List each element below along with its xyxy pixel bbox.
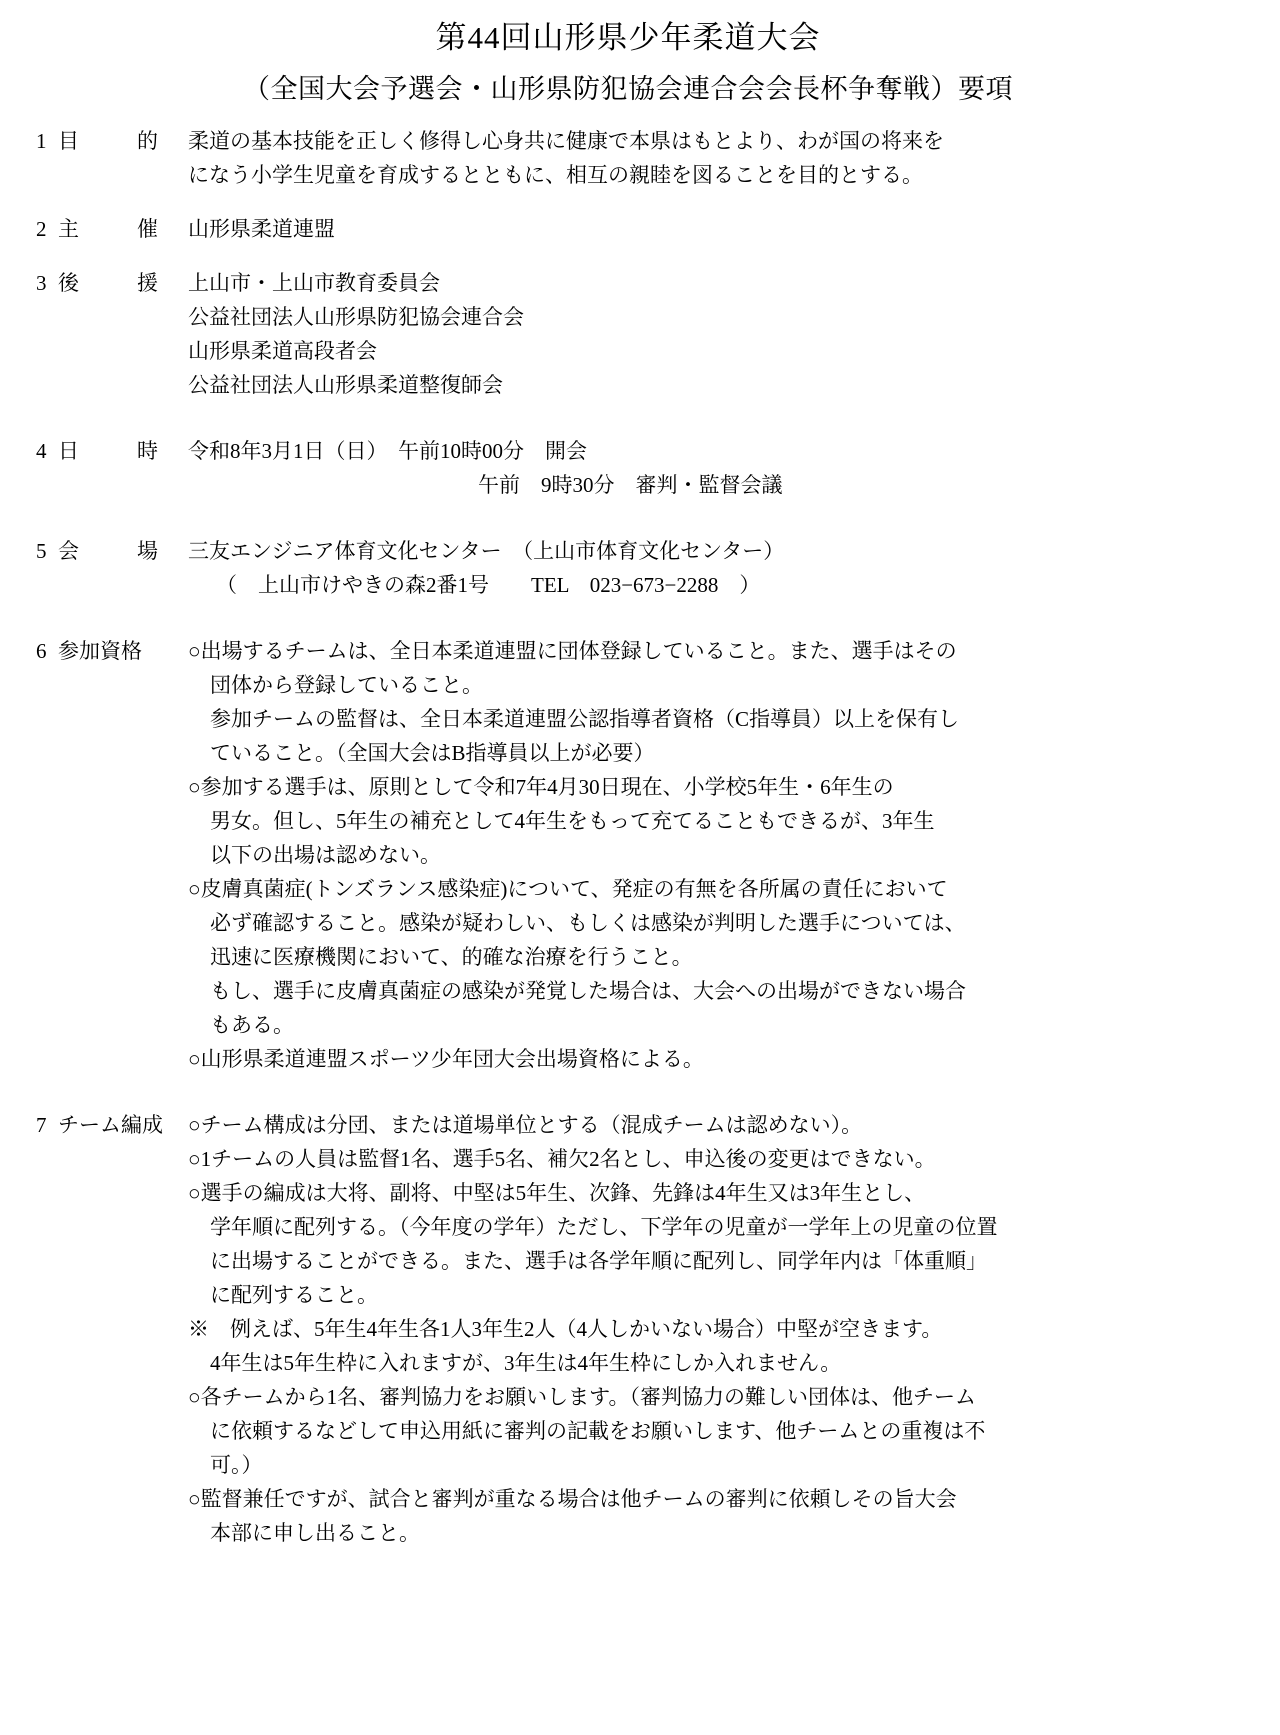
body-line: 令和8年3月1日（日） 午前10時00分 開会 — [188, 439, 587, 463]
section-body — [188, 212, 1220, 246]
body-line: ○選手の編成は大将、副将、中堅は5年生、次鋒、先鋒は4年生又は3年生とし、 — [188, 1181, 926, 1205]
body-line: ○監督兼任ですが、試合と審判が重なる場合は他チームの審判に依頼しその旨大会 — [188, 1487, 957, 1511]
section-label: 参加資格 — [58, 639, 142, 663]
body-line: 可。） — [210, 1453, 263, 1477]
section-label-part-a: 後 — [58, 271, 79, 295]
bullet-item — [188, 1482, 1220, 1550]
body-line: ○山形県柔道連盟スポーツ少年団大会出場資格による。 — [188, 1047, 704, 1071]
body-line: ○チーム構成は分団、または道場単位とする（混成チームは認めない）。 — [188, 1113, 863, 1137]
bullet-item — [188, 634, 1220, 770]
body-line: 団体から登録していること。 — [210, 673, 483, 697]
section-label — [58, 534, 188, 568]
section-label-part-b: 催 — [137, 217, 158, 241]
body-line: 4年生は5年生枠に入れますが、3年生は4年生枠にしか入れません。 — [210, 1351, 842, 1375]
section-number: 6 — [36, 639, 47, 663]
section-number: 4 — [36, 439, 47, 463]
section-label-part-a: 日 — [58, 439, 79, 463]
bullet-item — [188, 872, 1220, 1042]
body-line: 上山市・上山市教育委員会 — [188, 271, 440, 295]
body-line: 学年順に配列する。（今年度の学年）ただし、下学年の児童が一学年上の児童の位置 — [210, 1215, 998, 1239]
bullet-item — [188, 1108, 1220, 1142]
body-line: 山形県柔道高段者会 — [188, 339, 377, 363]
body-line: もし、選手に皮膚真菌症の感染が発覚した場合は、大会への出場ができない場合 — [210, 979, 966, 1003]
section-body — [188, 534, 1220, 602]
body-line: ていること。（全国大会はB指導員以上が必要） — [210, 741, 655, 765]
section-label-part-a: 目 — [58, 129, 79, 153]
section-label-part-b: 場 — [137, 539, 158, 563]
bullet-item — [188, 1042, 1220, 1076]
body-line: 公益社団法人山形県柔道整復師会 — [188, 373, 503, 397]
page-title: 第44回山形県少年柔道大会 — [435, 20, 821, 55]
body-line: 本部に申し出ること。 — [210, 1521, 420, 1545]
venue-address-line: （ 上山市けやきの森2番1号 TEL 023−673−2288 ） — [216, 573, 761, 597]
section-label — [58, 266, 188, 300]
bullet-item — [188, 770, 1220, 872]
section-body — [188, 1108, 1220, 1550]
section-label-part-b: 的 — [137, 129, 158, 153]
section-label-part-a: 会 — [58, 539, 79, 563]
section-label-part-b: 援 — [137, 271, 158, 295]
body-line: ○出場するチームは、全日本柔道連盟に団体登録していること。また、選手はその — [188, 639, 957, 663]
bullet-item — [188, 1142, 1220, 1176]
section-label — [58, 212, 188, 246]
body-line: になう小学生児童を育成するとともに、相互の親睦を図ることを目的とする。 — [188, 163, 923, 187]
section-number: 5 — [36, 539, 47, 563]
body-line: ○各チームから1名、審判協力をお願いします。（審判協力の難しい団体は、他チーム — [188, 1385, 977, 1409]
section-body — [188, 434, 1220, 502]
body-line: 参加チームの監督は、全日本柔道連盟公認指導者資格（C指導員）以上を保有し — [210, 707, 960, 731]
section-body — [188, 634, 1220, 1076]
section-body — [188, 124, 1220, 192]
body-line: 男女。但し、5年生の補充として4年生をもって充てることもできるが、3年生 — [210, 809, 935, 833]
section-number: 1 — [36, 129, 47, 153]
body-line: ○参加する選手は、原則として令和7年4月30日現在、小学校5年生・6年生の — [188, 775, 894, 799]
body-line: 必ず確認すること。感染が疑わしい、もしくは感染が判明した選手については、 — [210, 911, 966, 935]
bullet-item — [188, 1380, 1220, 1482]
note-item — [188, 1312, 1220, 1380]
section-datetime — [36, 434, 1220, 502]
body-line: に依頼するなどして申込用紙に審判の記載をお願いします、他チームとの重複は不 — [210, 1419, 986, 1443]
section-number: 3 — [36, 271, 47, 295]
body-line: 以下の出場は認めない。 — [210, 843, 441, 867]
body-line: 山形県柔道連盟 — [188, 217, 335, 241]
body-line: に配列すること。 — [210, 1283, 378, 1307]
bullet-item — [188, 1176, 1220, 1312]
section-label — [58, 124, 188, 158]
body-line: 三友エンジニア体育文化センター （上山市体育文化センター） — [188, 539, 785, 563]
section-purpose — [36, 124, 1220, 192]
section-support — [36, 266, 1220, 402]
section-label — [58, 434, 188, 468]
section-number: 2 — [36, 217, 47, 241]
body-line: 迅速に医療機関において、的確な治療を行うこと。 — [210, 945, 693, 969]
section-number: 7 — [36, 1113, 47, 1137]
body-line: 公益社団法人山形県防犯協会連合会 — [188, 305, 524, 329]
section-label-part-a: 主 — [58, 217, 79, 241]
section-venue — [36, 534, 1220, 602]
body-line: ○皮膚真菌症(トンズランス感染症)について、発症の有無を各所属の責任において — [188, 877, 948, 901]
page-subtitle: （全国大会予選会・山形県防犯協会連合会会長杯争奪戦）要項 — [243, 74, 1013, 104]
section-organizer — [36, 212, 1220, 246]
section-body — [188, 266, 1220, 402]
body-line: ※ 例えば、5年生4年生各1人3年生2人（4人しかいない場合）中堅が空きます。 — [188, 1317, 943, 1341]
body-line: もある。 — [210, 1013, 294, 1037]
section-label: チーム編成 — [58, 1113, 163, 1137]
meeting-time-line: 午前 9時30分 審判・監督会議 — [478, 473, 783, 497]
section-team-composition — [36, 1108, 1220, 1550]
section-label-part-b: 時 — [137, 439, 158, 463]
section-eligibility — [36, 634, 1220, 1076]
body-line: ○1チームの人員は監督1名、選手5名、補欠2名とし、申込後の変更はできない。 — [188, 1147, 936, 1171]
body-line: に出場することができる。また、選手は各学年順に配列し、同学年内は「体重順」 — [210, 1249, 987, 1273]
body-line: 柔道の基本技能を正しく修得し心身共に健康で本県はもとより、わが国の将来を — [188, 129, 944, 153]
